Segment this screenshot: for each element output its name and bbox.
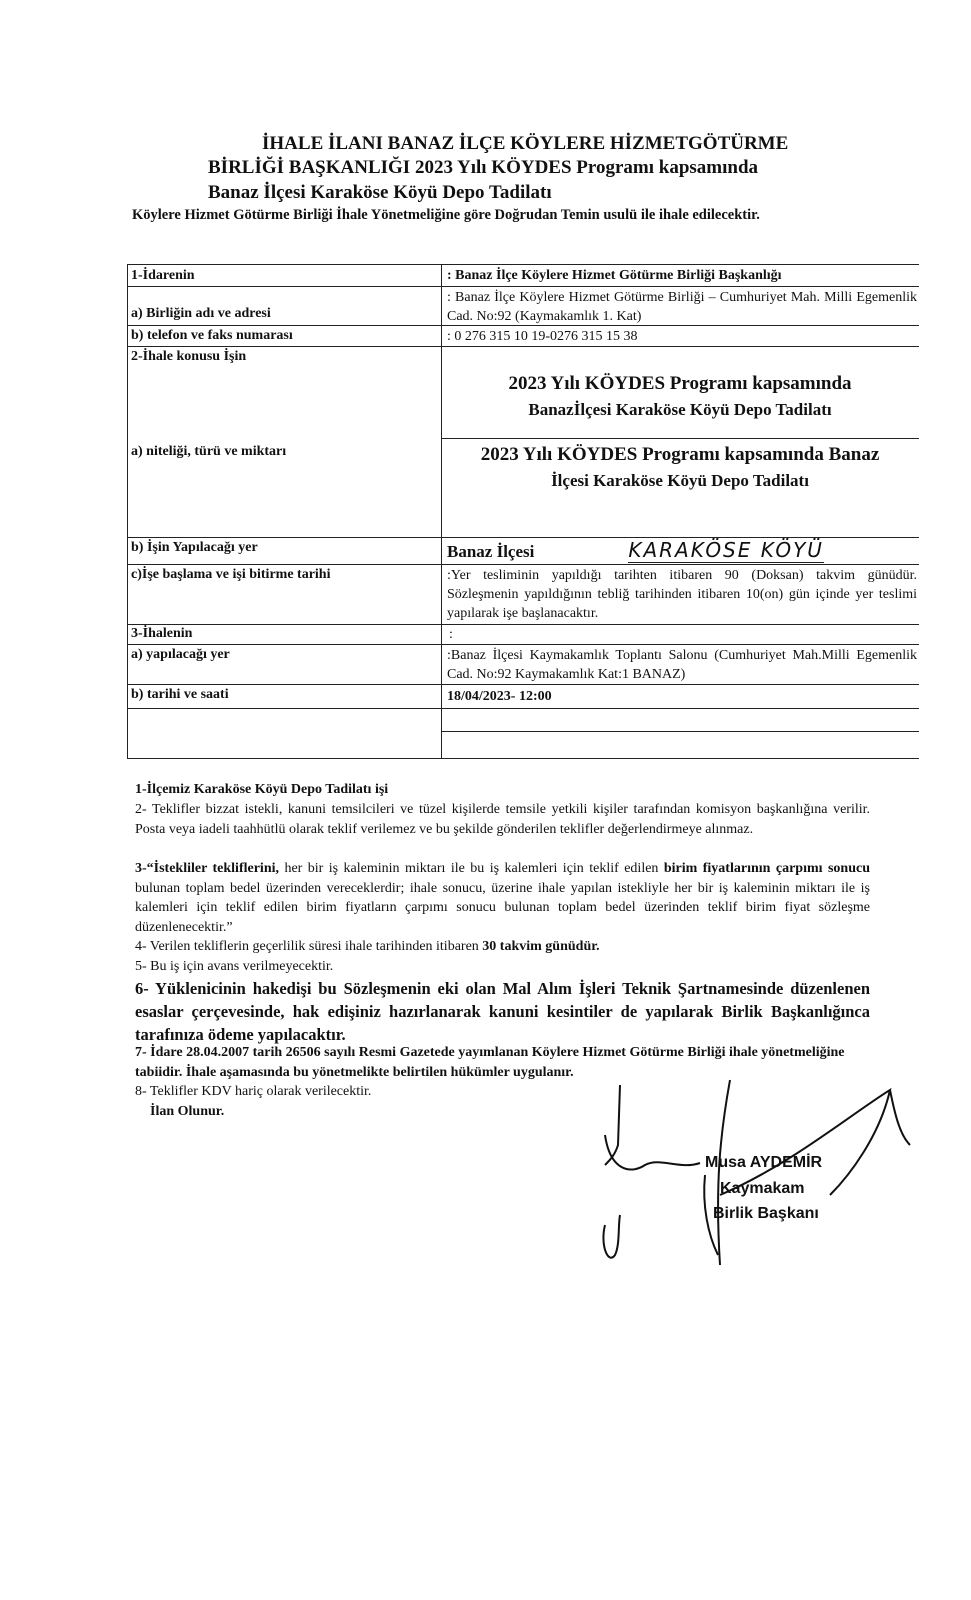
- closing-text: İlan Olunur.: [150, 1104, 225, 1119]
- table-rule: [127, 758, 919, 759]
- note-6: 6- Yüklenicinin hakedişi bu Sözleşmenin eki olan Mal Alım İşleri Teknik Şartnamesinde düzenlenen esaslar çerçevesinde, hak edişiniz hazırlanarak kanuni kesintiler de yapılarak Birlik Başkanlığınca tarafınıza ödeme yapılacaktır.: [135, 979, 870, 1044]
- note-8: 8- Teklifler KDV hariç olarak verilecektir.: [135, 1084, 372, 1099]
- note-3: 3-“İstekliler tekliflerini, her bir iş kaleminin miktarı ile bu iş kalemleri için teklif edilen birim fiyatlarının çarpımı sonucu bulunan toplam bedel üzerinden vereceklerdir; ihale sonucu, üzerine ihale yapılan istekliyle her bir iş kaleminin miktarı ile iş kalemleri için teklif edilen birim fiyatların çarpımı sonucu bulunan toplam bedel üzerinden teklif birim fiyat sözleşme düzenlenecektir.”: [135, 861, 870, 935]
- row-ihale-konusu-value-2: Banazİlçesi Karaköse Köyü Depo Tadilatı: [528, 400, 832, 419]
- row-tarih-value: :Yer tesliminin yapıldığı tarihten itibaren 90 (Doksan) takvim günüdür. Sözleşmenin yapıldığının tebliğ tarihinden itibaren 10(on) gün içinde yer teslimi yapılarak işe başlanacaktır.: [447, 568, 917, 621]
- row-ihale-yeri-value: :Banaz İlçesi Kaymakamlık Toplantı Salonu (Cumhuriyet Mah.Milli Egemenlik Cad. No:92 Kaymakamlık Kat:1 BANAZ): [447, 648, 917, 682]
- signatory-role: Birlik Başkanı: [713, 1205, 819, 1222]
- title-line-2: BİRLİĞİ BAŞKANLIĞI 2023 Yılı KÖYDES Programı kapsamında: [208, 157, 759, 178]
- row-nitelik-label: a) niteliği, türü ve miktarı: [131, 444, 287, 459]
- table-rule: [127, 644, 919, 645]
- row-telefon-label: b) telefon ve faks numarası: [131, 328, 293, 343]
- row-ihale-konusu-label: 2-İhale konusu İşin: [131, 349, 247, 364]
- table-rule: [127, 564, 919, 565]
- signatory-name: Musa AYDEMİR: [705, 1154, 823, 1171]
- row-nitelik-value-1: 2023 Yılı KÖYDES Programı kapsamında Banaz: [480, 444, 880, 465]
- note-4: 4- Verilen tekliflerin geçerlilik süresi ihale tarihinden itibaren 30 takvim günüdür.: [135, 939, 600, 954]
- table-rule: [441, 438, 919, 439]
- note-7: 7- İdare 28.04.2007 tarih 26506 sayılı Resmi Gazetede yayımlanan Köylere Hizmet Götürme Birliği ihale yönetmeliğine tabiidir. İhale aşamasında bu yönetmelikte belirtilen hükümler uygulanır.: [135, 1045, 845, 1080]
- signatory-title: Kaymakam: [720, 1180, 805, 1197]
- table-rule: [127, 286, 919, 287]
- row-telefon-value: : 0 276 315 10 19-0276 315 15 38: [447, 329, 638, 344]
- note-1: 1-İlçemiz Karaköse Köyü Depo Tadilatı işi: [135, 782, 389, 797]
- row-birlik-value: : Banaz İlçe Köylere Hizmet Götürme Birliği – Cumhuriyet Mah. Milli Egemenlik Cad. No:92 (Kaymakamlık 1. Kat): [447, 290, 917, 324]
- row-yer-value-handwritten: KARAKÖSE KÖYÜ: [628, 538, 824, 562]
- note-2: 2- Teklifler bizzat istekli, kanuni temsilcileri ve tüzel kişilerde temsile yetkili kişiler tarafından komisyon başkanlığına verilir. Posta veya iadeli taahhütlü olarak teklif verilemez ve bu şekilde gönderilen teklifler değerlendirmeye alınmaz.: [135, 802, 870, 837]
- row-yer-label: b) İşin Yapılacağı yer: [131, 540, 258, 555]
- table-rule: [127, 264, 919, 265]
- table-rule: [127, 684, 919, 685]
- row-idare-value: : Banaz İlçe Köylere Hizmet Götürme Birliği Başkanlığı: [447, 268, 782, 283]
- row-nitelik-value-2: İlçesi Karaköse Köyü Depo Tadilatı: [551, 471, 809, 490]
- table-rule: [127, 624, 919, 625]
- signature-scribble: [590, 1075, 920, 1275]
- table-rule: [127, 346, 919, 347]
- row-yer-value-printed: Banaz İlçesi: [447, 542, 535, 561]
- row-yer-value: [447, 538, 824, 562]
- row-tarih-saat-label: b) tarihi ve saati: [131, 687, 229, 702]
- row-idare-label: 1-İdarenin: [131, 268, 195, 283]
- row-ihale-konusu-value-1: 2023 Yılı KÖYDES Programı kapsamında: [508, 373, 852, 394]
- row-ihale-yeri-label: a) yapılacağı yer: [131, 647, 230, 662]
- table-rule: [441, 731, 919, 732]
- note-5: 5- Bu iş için avans verilmeyecektir.: [135, 959, 334, 974]
- row-tarih-saat-value: 18/04/2023- 12:00: [447, 689, 552, 704]
- intro-text: Köylere Hizmet Götürme Birliği İhale Yönetmeliğine göre Doğrudan Temin usulü ile ihale edilecektir.: [132, 207, 760, 223]
- title-line-3: Banaz İlçesi Karaköse Köyü Depo Tadilatı: [208, 182, 552, 203]
- table-rule: [127, 708, 919, 709]
- row-ihalenin-label: 3-İhalenin: [131, 626, 193, 641]
- row-tarih-label: c)İşe başlama ve işi bitirme tarihi: [131, 567, 331, 582]
- row-ihalenin-value: :: [449, 627, 453, 642]
- title-line-1: İHALE İLANI BANAZ İLÇE KÖYLERE HİZMETGÖTÜRME: [262, 133, 789, 154]
- row-birlik-label: a) Birliğin adı ve adresi: [131, 306, 271, 321]
